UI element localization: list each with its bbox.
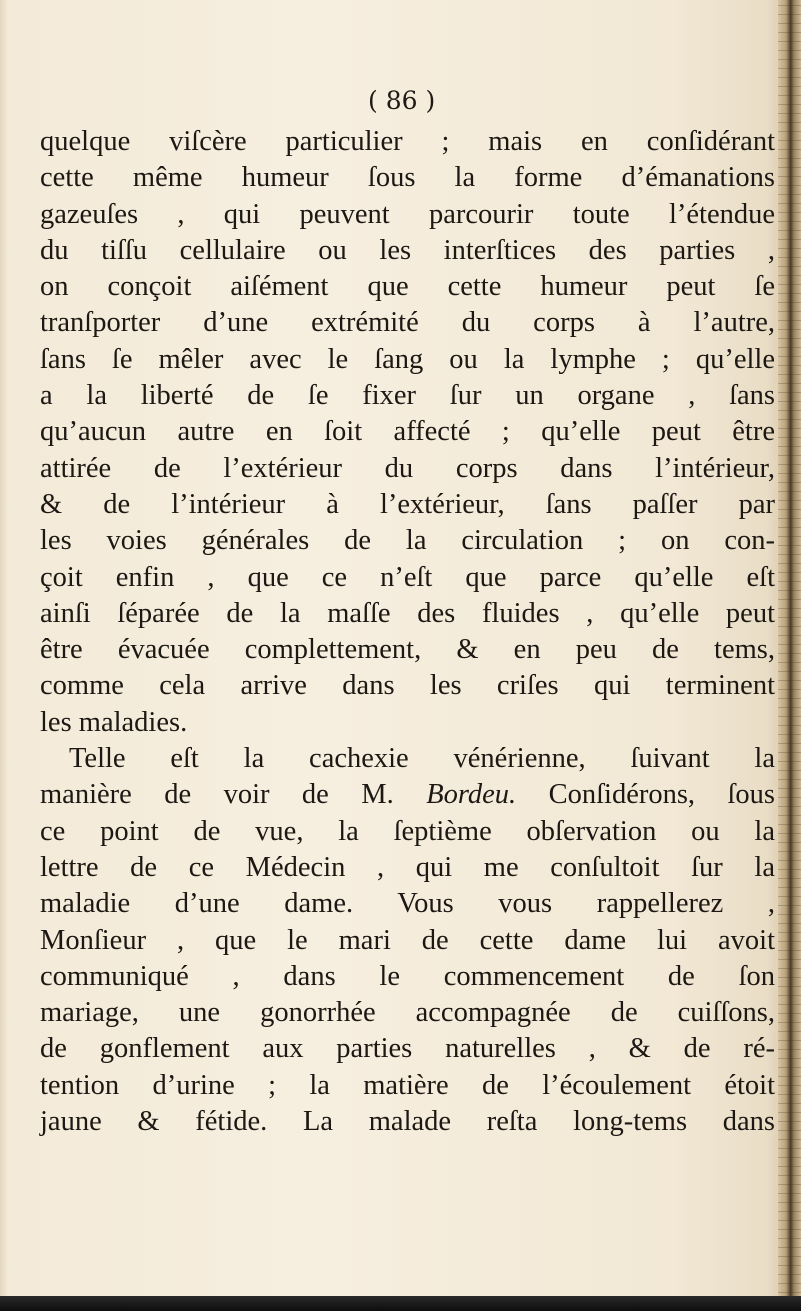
text-line: çoit enfin , que ce n’eſt que parce qu’elle eſt: [40, 561, 775, 593]
text-line: qu’aucun autre en ſoit affecté ; qu’elle peut être: [40, 416, 775, 448]
text-line: attirée de l’extérieur du corps dans l’intérieur,: [40, 452, 775, 484]
text-line: lettre de ce Médecin , qui me conſultoit ſur la: [40, 851, 775, 883]
text-line: Monſieur , que le mari de cette dame lui avoit: [40, 924, 775, 956]
text-segment: manière de voir de M.: [40, 779, 394, 811]
text-line: ce point de vue, la ſeptième obſervation ou la: [40, 815, 775, 847]
text-line: comme cela arrive dans les criſes qui terminent: [40, 670, 775, 702]
text-line: gazeuſes , qui peuvent parcourir toute l’étendue: [40, 198, 775, 230]
page-stack-texture: [778, 0, 801, 1311]
author-name-italic: Bordeu.: [426, 779, 517, 811]
gutter-shadow: [0, 0, 8, 1296]
page-number: ( 86 ): [368, 86, 436, 115]
text-line: les voies générales de la circulation ; on con-: [40, 525, 775, 557]
text-line: mariage, une gonorrhée accompagnée de cuiſſons,: [40, 997, 775, 1029]
text-line: être évacuée complettement, & en peu de tems,: [40, 634, 775, 666]
text-line: maladie d’une dame. Vous vous rappellerez ,: [40, 888, 775, 920]
book-spine-edge: [778, 0, 801, 1311]
text-line: jaune & fétide. La malade reſta long-tems dans: [40, 1106, 775, 1138]
text-line: ſans ſe mêler avec le ſang ou la lymphe ; qu’elle: [40, 343, 775, 375]
text-line: a la liberté de ſe fixer ſur un organe , ſans: [40, 380, 775, 412]
paragraph-start-line: Telle eſt la cachexie vénérienne, ſuivant la: [69, 743, 775, 775]
text-line: on conçoit aiſément que cette humeur peut ſe: [40, 271, 775, 303]
text-line: cette même humeur ſous la forme d’émanations: [40, 162, 775, 194]
text-line: tention d’urine ; la matière de l’écoulement étoit: [40, 1069, 775, 1101]
text-line: communiqué , dans le commencement de ſon: [40, 960, 775, 992]
scan-bottom-border: [0, 1296, 801, 1311]
text-line: du tiſſu cellulaire ou les interſtices des parties ,: [40, 234, 775, 266]
text-line: de gonflement aux parties naturelles , & de ré-: [40, 1033, 775, 1065]
text-line: les maladies.: [40, 706, 188, 738]
text-line: ainſi ſéparée de la maſſe des fluides , qu’elle peut: [40, 597, 775, 629]
text-line-with-author: [40, 777, 775, 813]
text-line: quelque viſcère particulier ; mais en conſidérant: [40, 126, 775, 157]
text-line: & de l’intérieur à l’extérieur, ſans paſſer par: [40, 488, 775, 520]
body-text: [40, 124, 775, 1140]
text-segment: Conſidérons, ſous: [548, 779, 776, 811]
text-line: tranſporter d’une extrémité du corps à l’autre,: [40, 307, 775, 339]
